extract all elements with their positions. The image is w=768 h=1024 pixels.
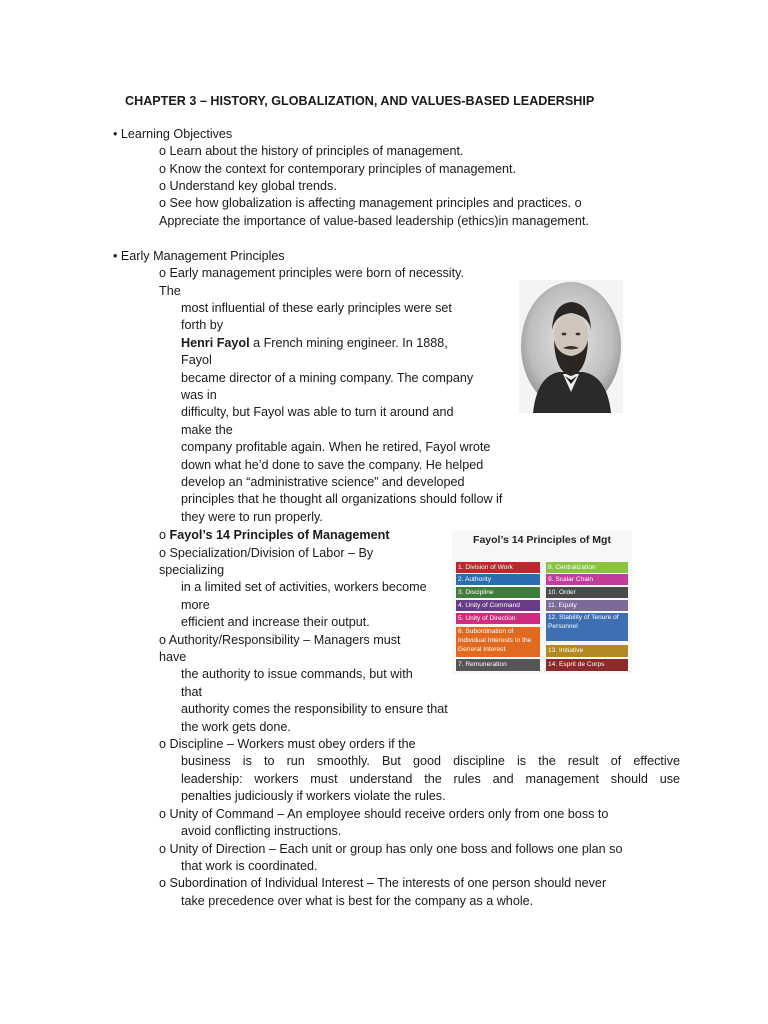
principle-cell: 1. Division of Work xyxy=(456,562,540,573)
henri-fayol-portrait xyxy=(519,280,623,413)
paragraph-line: o Early management principles were born of necessity. xyxy=(159,266,464,280)
principle-line: penalties judiciously if workers violate the rules. xyxy=(181,789,446,803)
principle-cell: 3. Discipline xyxy=(456,587,540,598)
paragraph-line: most influential of these early principles were set xyxy=(181,301,452,315)
principle-line: specializing xyxy=(159,563,225,577)
figure-title: Fayol’s 14 Principles of Mgt xyxy=(473,534,611,546)
objective-item: o Understand key global trends. xyxy=(159,179,337,193)
principle-cell: 10. Order xyxy=(546,587,628,598)
paragraph-line: difficulty, but Fayol was able to turn it around and xyxy=(181,405,454,419)
fayol-principles-figure xyxy=(452,531,632,674)
principle-line: have xyxy=(159,650,187,664)
early-principles-heading: • Early Management Principles xyxy=(113,249,285,263)
principle-cell: 14. Esprit de Corps xyxy=(546,659,628,671)
bullet: o xyxy=(159,528,170,542)
principle-line: authority comes the responsibility to ensure that xyxy=(181,702,448,716)
paragraph-line xyxy=(181,335,448,352)
principle-cell: 4. Unity of Command xyxy=(456,600,540,611)
paragraph-line: develop an “administrative science” and developed xyxy=(181,475,465,489)
paragraph-line: down what he’d done to save the company. He helped xyxy=(181,458,484,472)
principle-line: business is to run smoothly. But good discipline is the result of effective xyxy=(181,754,680,768)
principle-line: that work is coordinated. xyxy=(181,859,318,873)
principle-line: o Discipline – Workers must obey orders if the xyxy=(159,737,416,751)
paragraph-line: forth by xyxy=(181,318,223,332)
objective-item: Appreciate the importance of value-based leadership (ethics)in management. xyxy=(159,214,589,228)
principle-cell: 8. Centralization xyxy=(546,562,628,573)
paragraph-line: became director of a mining company. The company xyxy=(181,371,474,385)
principle-line: o Specialization/Division of Labor – By xyxy=(159,546,374,560)
paragraph-line: principles that he thought all organizations should follow if xyxy=(181,492,503,506)
principle-line: take precedence over what is best for the company as a whole. xyxy=(181,894,534,908)
principle-cell: 6. Subordination of Individual Interests to the General Interest xyxy=(456,627,540,657)
principle-cell: 5. Unity of Direction xyxy=(456,613,540,624)
principle-cell: 13. Initiative xyxy=(546,645,628,657)
fourteen-principles-heading-line xyxy=(159,527,390,544)
principle-line: o Subordination of Individual Interest – The interests of one person should never xyxy=(159,876,607,890)
principle-cell: 11. Equity xyxy=(546,600,628,611)
learning-objectives-heading: • Learning Objectives xyxy=(113,127,233,141)
principle-cell: 9. Scalar Chain xyxy=(546,574,628,585)
principle-line: efficient and increase their output. xyxy=(181,615,370,629)
fourteen-principles-heading: Fayol’s 14 Principles of Management xyxy=(169,528,390,542)
principle-line: that xyxy=(181,685,203,699)
paragraph-line: The xyxy=(159,284,181,298)
principle-line: o Authority/Responsibility – Managers must xyxy=(159,633,401,647)
objective-item: o Learn about the history of principles of management. xyxy=(159,144,464,158)
objective-item: o Know the context for contemporary principles of management. xyxy=(159,162,517,176)
principle-line: avoid conflicting instructions. xyxy=(181,824,342,838)
principle-cell: 7. Remuneration xyxy=(456,659,540,671)
principle-cell: 12. Stability of Tenure of Personnel xyxy=(546,613,628,641)
principle-line: the work gets done. xyxy=(181,720,291,734)
principle-line: more xyxy=(181,598,210,612)
principle-line: in a limited set of activities, workers become xyxy=(181,580,427,594)
chapter-title: CHAPTER 3 – HISTORY, GLOBALIZATION, AND VALUES-BASED LEADERSHIP xyxy=(125,94,595,108)
principle-line: the authority to issue commands, but with xyxy=(181,667,413,681)
paragraph-line: they were to run properly. xyxy=(181,510,323,524)
paragraph-line: was in xyxy=(181,388,217,402)
principle-line: leadership: workers must understand the rules and management should use xyxy=(181,772,680,786)
paragraph-text: a French mining engineer. In 1888, xyxy=(249,336,448,350)
henri-fayol-name: Henri Fayol xyxy=(181,336,250,350)
principle-cell: 2. Authority xyxy=(456,574,540,585)
objective-item: o See how globalization is affecting management principles and practices. o xyxy=(159,196,582,210)
paragraph-line: company profitable again. When he retired, Fayol wrote xyxy=(181,440,491,454)
principle-line: o Unity of Command – An employee should receive orders only from one boss to xyxy=(159,807,609,821)
paragraph-line: Fayol xyxy=(181,353,212,367)
paragraph-line: make the xyxy=(181,423,233,437)
principle-line: o Unity of Direction – Each unit or group has only one boss and follows one plan so xyxy=(159,842,623,856)
